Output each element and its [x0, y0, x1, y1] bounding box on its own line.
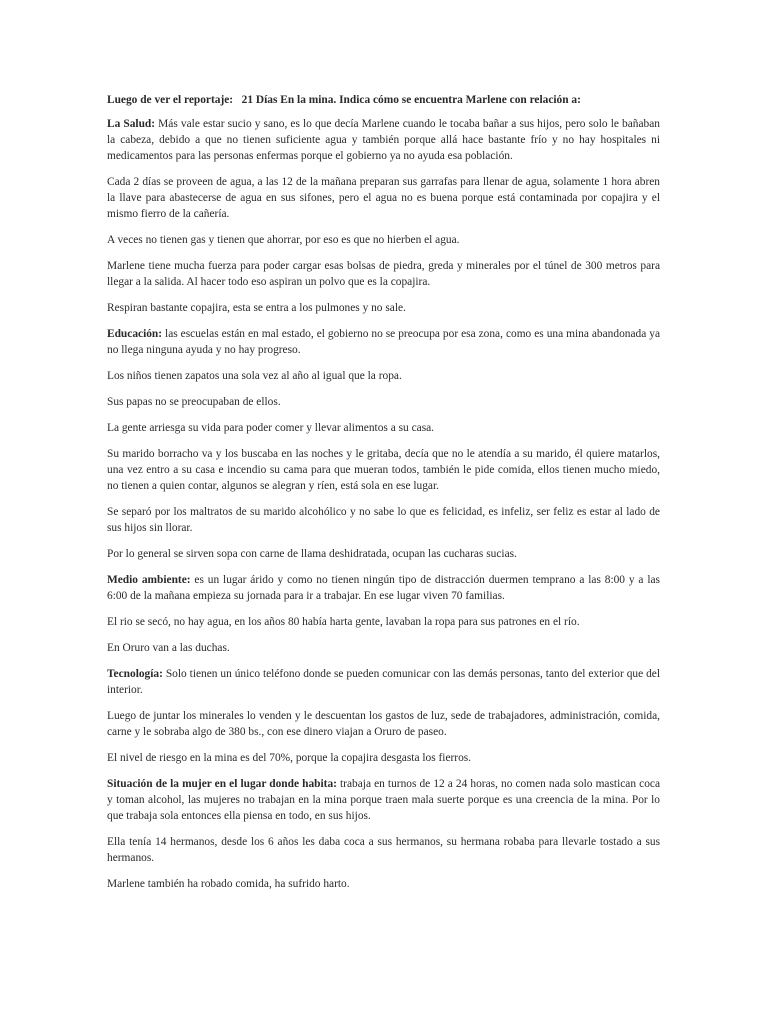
paragraph — [107, 876, 660, 892]
section-label: Situación de la mujer en el lugar donde habita: — [107, 778, 337, 790]
paragraph-text: Marlene tiene mucha fuerza para poder cargar esas bolsas de piedra, greda y minerales por el túnel de 300 metros para llegar a la salida. Al hacer todo eso aspiran un polvo que es la copajira. — [107, 260, 660, 288]
paragraph — [107, 394, 660, 410]
paragraph-text: El rio se secó, no hay agua, en los años 80 había harta gente, lavaban la ropa para sus patrones en el río. — [107, 616, 580, 628]
paragraph — [107, 572, 660, 604]
paragraph-text: Su marido borracho va y los buscaba en las noches y le gritaba, decía que no le atendía a su marido, él quiere matarlos, una vez entro a su casa e incendio su cama para que mueran todos, también le pide comida, ellos tienen mucho miedo, no tienen a quien contar, algunos se alegran y ríen, está sola en ese lugar. — [107, 448, 660, 492]
paragraph — [107, 834, 660, 866]
paragraph-text: Respiran bastante copajira, esta se entra a los pulmones y no sale. — [107, 302, 406, 314]
paragraph — [107, 326, 660, 358]
paragraph-text: Sus papas no se preocupaban de ellos. — [107, 396, 281, 408]
paragraph-text: Luego de juntar los minerales lo venden y le descuentan los gastos de luz, sede de trabajadores, administración, comida, carne y le sobraba algo de 380 bs., con ese dinero viajan a Oruro de paseo. — [107, 710, 660, 738]
section-label: La Salud: — [107, 118, 156, 130]
heading-prefix: Luego de ver el reportaje: — [107, 94, 234, 106]
paragraph-text: Por lo general se sirven sopa con carne de llama deshidratada, ocupan las cucharas sucias. — [107, 548, 517, 560]
paragraph — [107, 614, 660, 630]
paragraph — [107, 750, 660, 766]
paragraph-text: A veces no tienen gas y tienen que ahorrar, por eso es que no hierben el agua. — [107, 234, 460, 246]
paragraph-text: Los niños tienen zapatos una sola vez al año al igual que la ropa. — [107, 370, 402, 382]
paragraph — [107, 546, 660, 562]
paragraph — [107, 446, 660, 494]
paragraph — [107, 708, 660, 740]
paragraph — [107, 640, 660, 656]
paragraph-text: trabaja en turnos de 12 a 24 horas, no comen nada solo mastican coca y toman alcohol, las mujeres no trabajan en la mina porque traen mala suerte porque es una creencia de la mina. Por lo que trabaja sola entonces ella piensa en todo, en sus hijos. — [107, 778, 661, 822]
paragraph — [107, 174, 660, 222]
heading-title: 21 Días En la mina. Indica cómo se encuentra Marlene con relación a: — [241, 94, 581, 106]
paragraph — [107, 258, 660, 290]
paragraph-text: El nivel de riesgo en la mina es del 70%, porque la copajira desgasta los fierros. — [107, 752, 472, 764]
section-label: Educación: — [107, 328, 163, 340]
paragraph — [107, 420, 660, 436]
paragraph-text: Solo tienen un único teléfono donde se pueden comunicar con las demás personas, tanto del exterior que del interior. — [107, 668, 660, 696]
document-heading — [107, 92, 660, 108]
paragraph-text: En Oruro van a las duchas. — [107, 642, 230, 654]
paragraph — [107, 232, 660, 248]
paragraph-text: Marlene también ha robado comida, ha sufrido harto. — [107, 878, 350, 890]
paragraph — [107, 300, 660, 316]
paragraph-text: La gente arriesga su vida para poder comer y llevar alimentos a su casa. — [107, 422, 435, 434]
paragraph-text: es un lugar árido y como no tienen ningún tipo de distracción duermen temprano a las 8:00 y a las 6:00 de la mañana empieza su jornada para ir a trabajar. En ese lugar viven 70 familias. — [107, 574, 660, 602]
paragraph-text: las escuelas están en mal estado, el gobierno no se preocupa por esa zona, como es una mina abandonada ya no llega ninguna ayuda y no hay progreso. — [107, 328, 660, 356]
section-label: Tecnología: — [107, 668, 163, 680]
paragraph-text: Cada 2 días se proveen de agua, a las 12 de la mañana preparan sus garrafas para llenar de agua, solamente 1 hora abren la llave para abastecerse de agua en sus sifones, pero el agua no es buena porque está contaminada por copajira y el mismo fierro de la cañería. — [107, 176, 660, 220]
paragraph-text: Ella tenía 14 hermanos, desde los 6 años les daba coca a sus hermanos, su hermana robaba para llevarle tostado a sus hermanos. — [107, 836, 660, 864]
document-page — [107, 92, 660, 902]
section-label: Medio ambiente: — [107, 574, 191, 586]
paragraph — [107, 666, 660, 698]
paragraph — [107, 368, 660, 384]
paragraph — [107, 116, 660, 164]
paragraph-text: Se separó por los maltratos de su marido alcohólico y no sabe lo que es felicidad, es infeliz, ser feliz es estar al lado de sus hijos sin llorar. — [107, 506, 660, 534]
paragraph-text: Más vale estar sucio y sano, es lo que decía Marlene cuando le tocaba bañar a sus hijos, pero solo le bañaban la cabeza, debido a que no tienen suficiente agua y también porque allá hace bastante frío y no hay hospitales ni medicamentos para las personas enfermas porque el gobierno ya no ayuda esa población. — [107, 118, 660, 162]
paragraph — [107, 504, 660, 536]
paragraph — [107, 776, 660, 824]
